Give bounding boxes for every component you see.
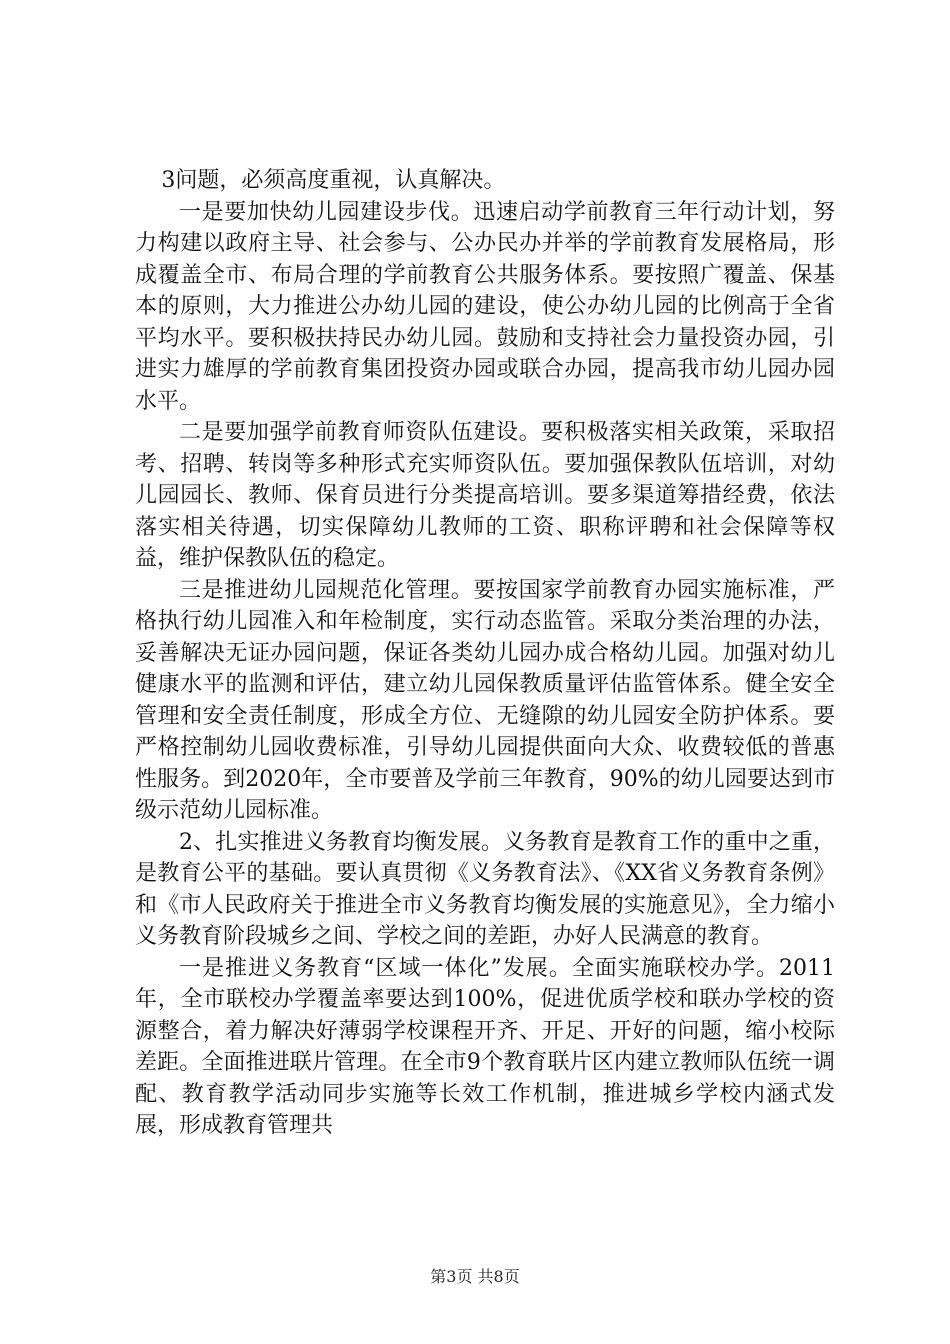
paragraph-regional-integration: 一是推进义务教育“区域一体化”发展。全面实施联校办学。2011年，全市联校办学覆盖率要达到100%，促进优质学校和联办学校的资源整合，着力解决好薄弱学校课程开齐、开足、开好的问题，缩小校际差距。全面推进联片管理。在全市9个教育联片区内建立教师队伍统一调配、教育教学活动同步实施等长效工作机制，推进城乡学校内涵式发展，形成教育管理共 — [135, 955, 835, 1138]
paragraph-kindergarten-management: 三是推进幼儿园规范化管理。要按国家学前教育办园实施标准，严格执行幼儿园准入和年检制度，实行动态监管。采取分类治理的办法，妥善解决无证办园问题，保证各类幼儿园办成合格幼儿园。加强对幼儿健康水平的监测和评估，建立幼儿园保教质量评估监管体系。健全安全管理和安全责任制度，形成全方位、无缝隙的幼儿园安全防护体系。要严格控制幼儿园收费标准，引导幼儿园提供面向大众、收费较低的普惠性服务。到2020年，全市要普及学前三年教育，90%的幼儿园要达到市级示范幼儿园标准。 — [135, 577, 835, 823]
paragraph-kindergarten-construction: 一是要加快幼儿园建设步伐。迅速启动学前教育三年行动计划，努力构建以政府主导、社会参与、公办民办并举的学前教育发展格局，形成覆盖全市、布局合理的学前教育公共服务体系。要按照广覆盖、保基本的原则，大力推进公办幼儿园的建设，使公办幼儿园的比例高于全省平均水平。要积极扶持民办幼儿园。鼓励和支持社会力量投资办园，引进实力雄厚的学前教育集团投资办园或联合办园，提高我市幼儿园办园水平。 — [135, 199, 835, 414]
document-body — [135, 165, 835, 1142]
paragraph-compulsory-education: 2、扎实推进义务教育均衡发展。义务教育是教育工作的重中之重，是教育公平的基础。要认真贯彻《义务教育法》、《XX省义务教育条例》和《市人民政府关于推进全市义务教育均衡发展的实施意见》，全力缩小义务教育阶段城乡之间、学校之间的差距，办好人民满意的教育。 — [135, 829, 835, 949]
paragraph-teacher-team: 二是要加强学前教育师资队伍建设。要积极落实相关政策，采取招考、招聘、转岗等多种形式充实师资队伍。要加强保教队伍培训，对幼儿园园长、教师、保育员进行分类提高培训。要多渠道筹措经费，依法落实相关待遇，切实保障幼儿教师的工资、职称评聘和社会保障等权益，维护保教队伍的稳定。 — [135, 420, 835, 571]
page-number-footer: 第3页 共8页 — [430, 1267, 520, 1286]
paragraph-continuation: 3问题，必须高度重视，认真解决。 — [161, 168, 506, 193]
